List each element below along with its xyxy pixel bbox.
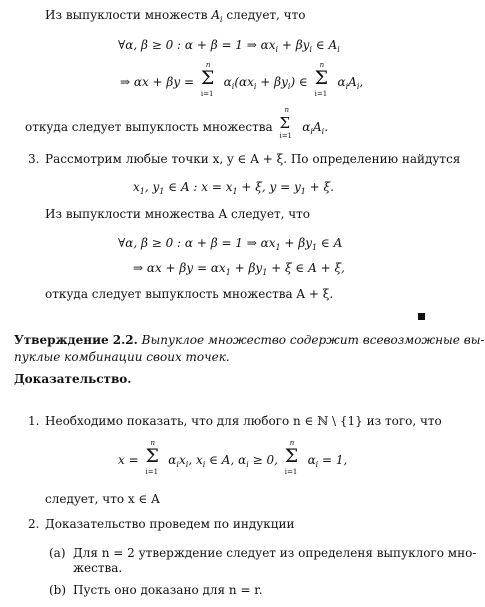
paragraph-conclusion-1: откуда следует выпуклость множества Σ n i=1 $\alpha_iA_i$. bbox=[25, 106, 329, 140]
statement-2-2-line2: пуклые комбинации своих точек. bbox=[14, 350, 230, 364]
sum-symbol: Σ n i=1 bbox=[200, 61, 215, 98]
equation-convex-combination-1: ∀α, β ≥ 0 : α + β = 1 ⇒ $\alpha x_i + \beta y_i$ ∈ $A_i$ bbox=[118, 38, 340, 54]
sum-symbol: Σ n i=1 bbox=[145, 439, 159, 476]
sum-symbol: Σ n i=1 bbox=[284, 439, 299, 476]
sublist-b-text: Пусть оно доказано для n = r. bbox=[73, 583, 263, 597]
list-number-3: 3. bbox=[28, 152, 40, 166]
equation-shift-result: ⇒ $\alpha x + \beta y = \alpha x_1 + \beta y_1 + \xi$ ∈ A + ξ, bbox=[133, 261, 345, 277]
list-number-1: 1. bbox=[28, 414, 40, 428]
paragraph-convexity-A: Из выпуклости множества A следует, что bbox=[45, 207, 311, 221]
paragraph-convexity-intro: Из выпуклости множеств $A_i$ следует, что bbox=[45, 8, 306, 24]
list-item-1-text: Необходимо показать, что для любого n ∈ ℕ \ {1} из того, что bbox=[45, 414, 442, 428]
equation-convex-combination-n: x = Σ n i=1 $\alpha_ix_i$, $x_i$ ∈ A, $\alpha_i \ge 0$, Σ n i=1 $\alpha_i = 1$, bbox=[118, 439, 348, 476]
statement-2-2-line1: Утверждение 2.2. Выпуклое множество содержит всевозможные вы- bbox=[14, 333, 485, 347]
paragraph-conclusion-2: откуда следует выпуклость множества A + ξ. bbox=[45, 287, 334, 301]
sublist-label-b: (b) bbox=[49, 583, 67, 597]
sum-symbol: Σ n i=1 bbox=[314, 61, 329, 98]
qed-square-icon bbox=[418, 313, 425, 320]
sublist-a-line2: жества. bbox=[73, 561, 123, 575]
proof-heading: Доказательство. bbox=[14, 372, 132, 386]
equation-points-shift: $x_1$, $y_1$ ∈ A : $x = x_1 + \xi$, $y = y_1 + \xi$. bbox=[133, 180, 334, 196]
sublist-a-line1: Для n = 2 утверждение следует из определеня выпуклого мно- bbox=[73, 546, 477, 560]
paragraph-then-x-in-A: следует, что x ∈ A bbox=[45, 492, 160, 506]
equation-sum-combination: ⇒ αx + βy = Σ n i=1 $\alpha_i(\alpha x_i + \beta y_i)$ ∈ Σ n i=1 $\alpha_iA_i$, bbox=[120, 61, 364, 98]
list-item-2-text: Доказательство проведем по индукции bbox=[45, 517, 295, 531]
list-item-3-text: Рассмотрим любые точки x, y ∈ A + ξ. По определению найдутся bbox=[45, 152, 461, 166]
sublist-label-a: (a) bbox=[49, 546, 66, 560]
list-number-2: 2. bbox=[28, 517, 40, 531]
equation-convex-combination-2: ∀α, β ≥ 0 : α + β = 1 ⇒ $\alpha x_1 + \beta y_1$ ∈ A bbox=[118, 236, 343, 252]
sum-symbol: Σ n i=1 bbox=[279, 106, 293, 140]
